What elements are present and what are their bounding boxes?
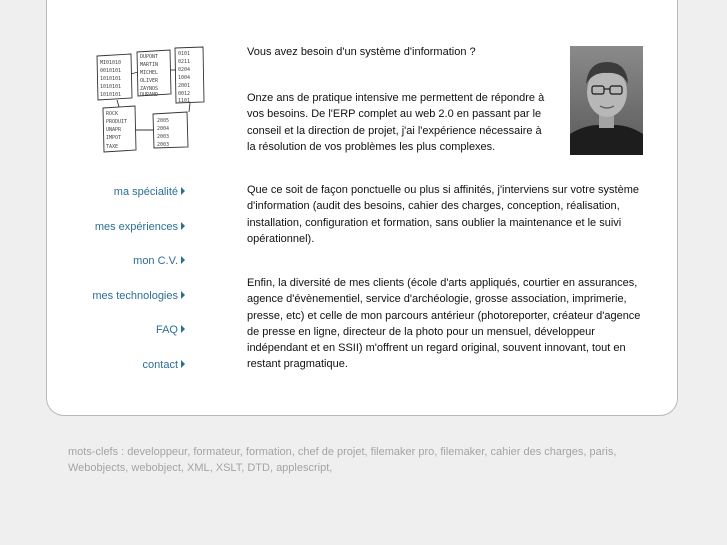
arrow-right-icon — [181, 187, 185, 195]
svg-text:ZAYNOS: ZAYNOS — [140, 86, 159, 92]
arrow-right-icon — [181, 291, 185, 299]
paragraph-clients: Enfin, la diversité de mes clients (école d'arts appliqués, courtier en assurances, agence d'évènementiel, service d'archéologie, grosse association, imprimerie, presse, etc) et celle de mon parcours antérieur (photoreporter, créateur d'agence de presse en ligne, directeur de la photo pour un mensuel, développeur indépendant et en SSII) m'offrent un regard original, souvent innovant, tout en restant pragmatique. — [247, 277, 641, 371]
nav-link-specialite[interactable] — [60, 180, 185, 215]
svg-text:DUPONT: DUPONT — [140, 54, 159, 60]
nav-label: ma spécialité — [113, 186, 178, 198]
nav-label: contact — [142, 358, 178, 371]
svg-text:ROCK: ROCK — [106, 111, 119, 117]
portrait-illustration — [570, 46, 643, 155]
svg-text:PRODUIT: PRODUIT — [106, 119, 128, 125]
keywords-footer: mots-clefs : developpeur, formateur, formation, chef de projet, filemaker pro, filemaker, cahier des charges, paris, Webobjects, webobject, XML, XSLT, DTD, applescript, — [68, 446, 617, 474]
svg-text:OLIVER: OLIVER — [140, 78, 159, 84]
portrait-photo — [570, 46, 643, 155]
svg-text:IMPOT: IMPOT — [106, 135, 122, 141]
svg-text:0204: 0204 — [178, 67, 191, 73]
paragraph-experience: Onze ans de pratique intensive me permettent de répondre à vos besoins. De l'ERP complet au web 2.0 en passant par le conseil et la direction de projet, j'ai l'expérience nécessaire à la résolution de vos problèmes les plus complexes. — [247, 92, 545, 153]
svg-text:1010101: 1010101 — [100, 92, 122, 98]
svg-text:0211: 0211 — [178, 59, 191, 65]
nav-label: FAQ — [155, 324, 178, 337]
main-nav — [60, 180, 185, 388]
svg-text:0101: 0101 — [178, 51, 191, 57]
svg-text:2003: 2003 — [157, 134, 170, 140]
nav-link-contact[interactable] — [60, 353, 185, 388]
arrow-right-icon — [181, 222, 185, 230]
svg-text:MICHEL: MICHEL — [140, 70, 159, 76]
nav-link-cv[interactable] — [60, 249, 185, 284]
svg-text:1004: 1004 — [178, 75, 191, 81]
paragraph-services: Que ce soit de façon ponctuelle ou plus si affinités, j'interviens sur votre système d'information (audit des besoins, cahier des charges, conception, réalisation, installation, configuration et formation, sans oublier la maintenance et le suivi opérationnel). — [247, 184, 639, 245]
svg-text:2001: 2001 — [178, 83, 191, 89]
svg-text:1010101: 1010101 — [100, 84, 122, 90]
arrow-right-icon — [181, 360, 185, 368]
nav-label: mes technologies — [92, 289, 178, 302]
svg-text:2004: 2004 — [157, 126, 170, 132]
database-sketch-logo — [95, 44, 205, 154]
svg-text:DURAND: DURAND — [140, 92, 159, 98]
svg-text:1101: 1101 — [178, 98, 191, 104]
svg-text:1010101: 1010101 — [100, 76, 122, 82]
svg-text:UNAPR: UNAPR — [106, 127, 122, 133]
intro-question: Vous avez besoin d'un système d'information ? — [247, 46, 476, 58]
svg-text:0010101: 0010101 — [100, 68, 122, 74]
svg-text:2003: 2003 — [157, 142, 170, 148]
svg-text:MARTIN: MARTIN — [140, 62, 159, 68]
svg-text:2005: 2005 — [157, 118, 170, 124]
svg-text:MI01010: MI01010 — [100, 60, 122, 66]
arrow-right-icon — [181, 325, 185, 333]
svg-text:TAXE: TAXE — [106, 144, 119, 150]
nav-link-faq[interactable] — [60, 318, 185, 353]
nav-link-technologies[interactable] — [60, 284, 185, 319]
nav-label: mon C.V. — [133, 255, 178, 268]
nav-label: mes expériences — [94, 220, 178, 233]
arrow-right-icon — [181, 256, 185, 264]
svg-text:0012: 0012 — [178, 91, 191, 97]
nav-link-experiences[interactable] — [60, 215, 185, 250]
